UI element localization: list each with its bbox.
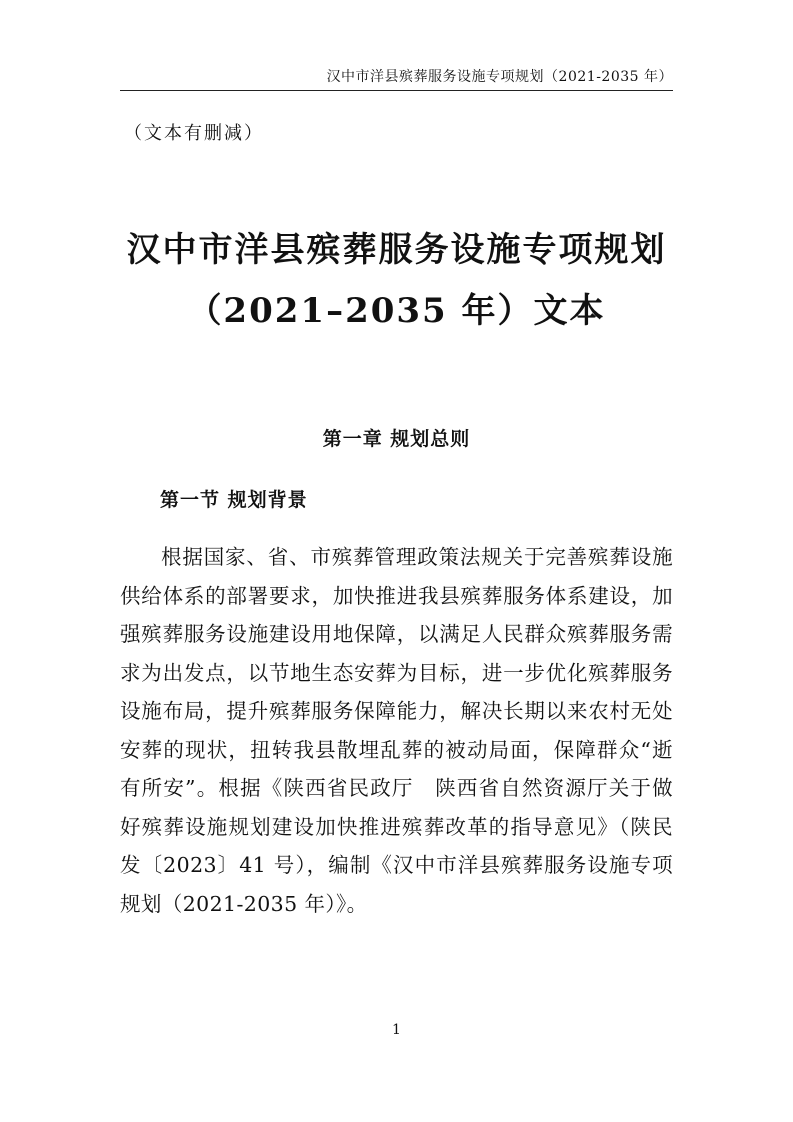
- document-title-line-1: 汉中市洋县殡葬服务设施专项规划: [126, 230, 667, 270]
- body-paragraph: 根据国家、省、市殡葬管理政策法规关于完善殡葬设施供给体系的部署要求，加快推进我县殡葬服务体系建设，加强殡葬服务设施建设用地保障，以满足人民群众殡葬服务需求为出发点，以节地生态安葬为目标，进一步优化殡葬服务设施布局，提升殡葬服务保障能力，解决长期以来农村无处安葬的现状，扭转我县散埋乱葬的被动局面，保障群众“逝有所安”。根据《陕西省民政厅 陕西省自然资源厅关于做好殡葬设施规划建设加快推进殡葬改革的指导意见》（陕民发〔2023〕41 号），编制《汉中市洋县殡葬服务设施专项规划（2021-2035 年）》。: [120, 545, 673, 916]
- page-number: 1: [392, 1022, 401, 1038]
- header-divider: [120, 90, 673, 91]
- chapter-heading: 第一章 规划总则: [322, 428, 471, 450]
- document-title-line-2: （2021–2035 年）文本: [187, 291, 606, 331]
- abridged-note: （文本有删减）: [124, 123, 264, 144]
- running-header: 汉中市洋县殡葬服务设施专项规划（2021-2035 年）: [326, 69, 673, 85]
- section-heading: 第一节 规划背景: [160, 489, 308, 511]
